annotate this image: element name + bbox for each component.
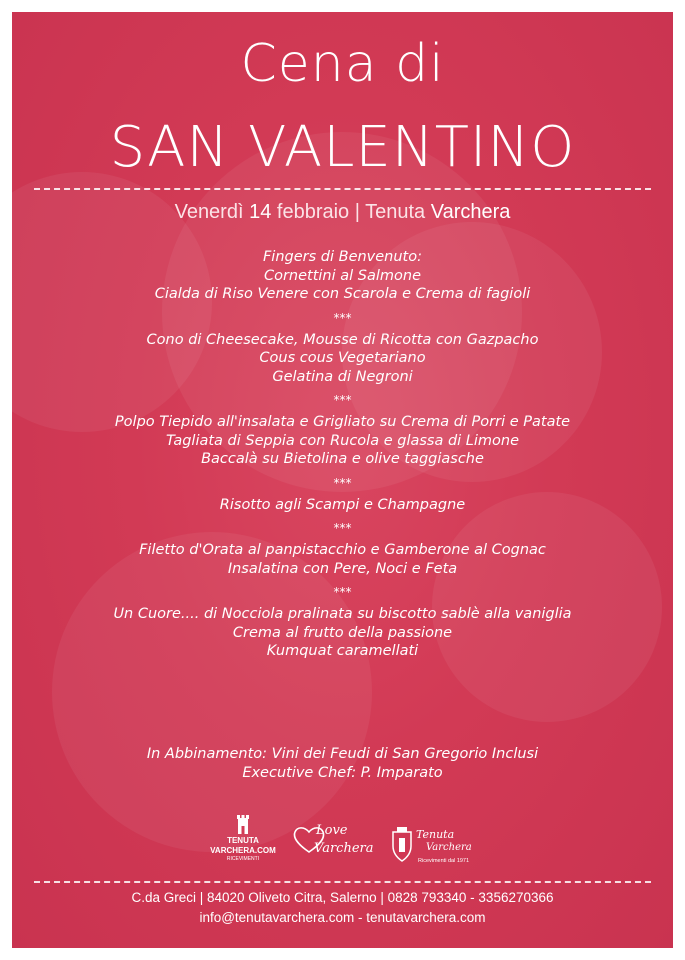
course-6 [32, 605, 653, 661]
menu-line: Cornettini al Salmone [263, 267, 422, 284]
divider-top [34, 188, 651, 190]
menu-line: Cono di Cheesecake, Mousse di Ricotta con Gazpacho [146, 331, 539, 348]
menu-line: Crema al frutto della passione [232, 624, 453, 641]
menu-line: Tagliata di Seppia con Rucola e glassa di Limone [165, 432, 520, 449]
executive-chef: Executive Chef: P. Imparato [242, 764, 443, 781]
course-separator: *** [333, 310, 352, 325]
title-line-2: SAN VALENTINO [109, 115, 576, 180]
subtitle-venue-name: Varchera [430, 201, 511, 223]
menu-line: Filetto d'Orata al panpistacchio e Gamberone al Cognac [139, 542, 546, 558]
course-separator: *** [333, 475, 352, 490]
course-4 [32, 496, 653, 515]
crest-icon [390, 826, 414, 862]
menu-line: Polpo Tiepido all'insalata e Grigliato su Crema di Porri e Patate [114, 414, 571, 430]
menu-line: Risotto agli Scampi e Champagne [219, 496, 466, 513]
tenuta-varchera-com-logo [208, 812, 278, 862]
footer-address: C.da Greci | 84020 Oliveto Citra, Salerno | 0828 793340 - 3356270366 [131, 890, 554, 905]
course-3 [32, 413, 653, 469]
title-line-1: Cena di [240, 34, 445, 94]
menu-line: Insalatina con Pere, Noci e Feta [227, 560, 458, 577]
sponsor-logos [12, 812, 673, 872]
menu-line: Cialda di Riso Venere con Scarola e Crema di fagioli [154, 286, 531, 302]
logo3-text-3: Ricevimenti dal 1971 [418, 858, 470, 864]
subtitle-day-name: Venerdì [174, 201, 250, 223]
menu-line: Fingers di Benvenuto: [262, 249, 423, 265]
logo3-text-2: Varchera [426, 842, 472, 853]
logo3-text-1: Tenuta [416, 828, 455, 841]
logo2-text-2: Varchera [314, 841, 374, 856]
menu-line: Cous cous Vegetariano [259, 350, 426, 366]
menu-line: Kumquat caramellati [266, 643, 419, 659]
logo1-text-3: RICEVIMENTI [226, 856, 260, 862]
menu-notes [32, 745, 653, 782]
course-separator: *** [333, 585, 352, 599]
menu [32, 248, 653, 661]
course-separator: *** [333, 521, 352, 535]
logo1-text-1: TENUTA [227, 836, 259, 845]
footer-contacts: info@tenutavarchera.com - tenutavarchera.com [199, 910, 486, 925]
subtitle-day-number: 14 [249, 201, 272, 223]
course-5 [32, 541, 653, 578]
tower-icon [235, 812, 251, 834]
subtitle-month-venue: febbraio | Tenuta [271, 201, 431, 223]
logo2-text-1: Love [316, 823, 348, 838]
menu-line: Gelatina di Negroni [272, 368, 413, 385]
menu-line: Baccalà su Bietolina e olive taggiasche [201, 451, 484, 467]
poster [12, 12, 673, 948]
course-1 [32, 248, 653, 304]
event-subtitle [12, 201, 673, 224]
course-separator: *** [333, 393, 352, 407]
divider-bottom [34, 881, 651, 883]
course-2 [32, 331, 653, 387]
wine-pairing: In Abbinamento: Vini dei Feudi di San Gregorio Inclusi [146, 746, 539, 762]
menu-line: Un Cuore.... di Nocciola pralinata su biscotto sablè alla vaniglia [113, 606, 572, 622]
logo1-text-2: VARCHERA.COM [210, 846, 276, 855]
